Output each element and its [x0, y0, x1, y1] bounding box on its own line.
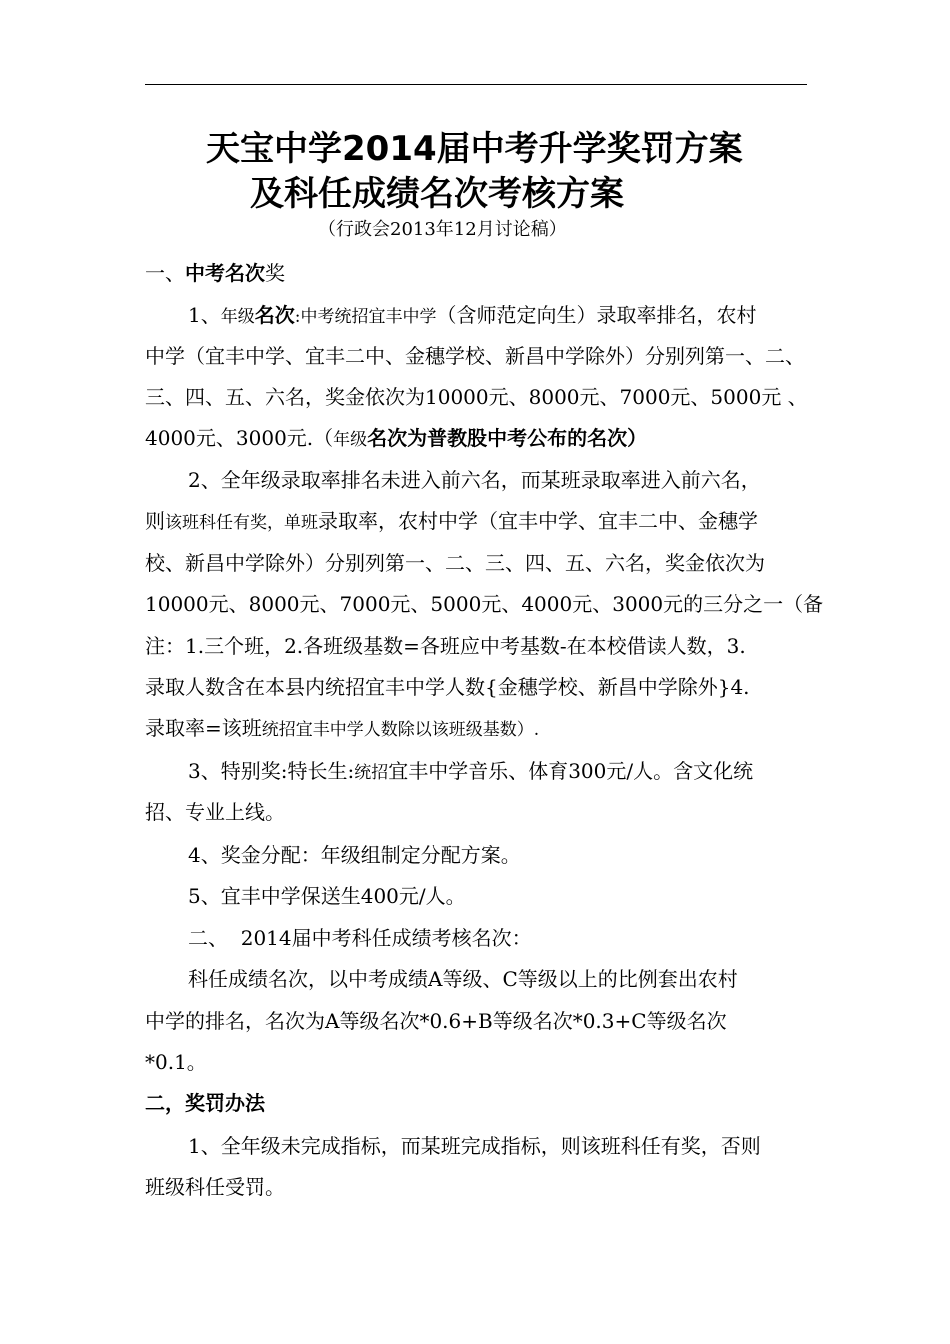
item1-number: 1、: [188, 303, 221, 327]
section3-heading: 二，奖罚办法: [145, 1091, 265, 1115]
item4-line1: 4、奖金分配：年级组制定分配方案。: [188, 843, 521, 867]
item3-line1: [188, 756, 753, 788]
item3-label: 3、特别奖:特长生:: [188, 759, 355, 783]
item1-line3: 三、四、五、六名，奖金依次为10000元、8000元、7000元、5000元 、: [145, 385, 808, 409]
item1-line2: 中学（宜丰中学、宜丰二中、金穗学校、新昌中学除外）分别列第一、二、: [145, 344, 805, 368]
section2-line1: 科任成绩名次，以中考成绩A等级、C等级以上的比例套出农村: [188, 967, 738, 991]
item1-grade2: 年级: [333, 430, 368, 450]
item2-line3: 校、新昌中学除外）分别列第一、二、三、四、五、六名，奖金依次为: [145, 551, 765, 575]
document-title-line2: 及科任成绩名次考核方案: [250, 174, 624, 214]
header-rule: [145, 84, 807, 85]
section1-heading: [145, 258, 285, 288]
item1-rank-label: 名次: [254, 303, 295, 327]
item1-rest: （含师范定向生）录取率排名，农村: [436, 303, 757, 327]
item5-line1: 5、宜丰中学保送生400元/人。: [188, 884, 466, 908]
item2-line5: 注：1.三个班，2.各班级基数=各班应中考基数-在本校借读人数，3.: [145, 634, 746, 658]
item3-rest: 宜丰中学音乐、体育300元/人。含文化统: [388, 759, 754, 783]
item1-grade: 年级: [220, 307, 255, 327]
document-subtitle: （行政会2013年12月讨论稿）: [318, 219, 567, 240]
section3-line1: 1、全年级未完成指标，而某班完成指标，则该班科任有奖，否则: [188, 1134, 761, 1158]
item2-then: 则: [145, 509, 165, 533]
section3-line2: 班级科任受罚。: [145, 1175, 285, 1199]
item2-rest: 录取率，农村中学（宜丰中学、宜丰二中、金穗学: [318, 509, 758, 533]
item3-line2: 招、专业上线。: [145, 800, 285, 824]
section1-heading-suffix: 奖: [265, 261, 285, 285]
item3-enroll: 统招: [354, 763, 389, 783]
item2-class-award: 该班科任有奖，单班: [165, 513, 318, 533]
item1-line1: [188, 300, 756, 332]
document-title-line1: 天宝中学2014届中考升学奖罚方案: [206, 129, 743, 169]
item2-line2: [145, 506, 758, 538]
item1-amounts: 4000元、3000元.（: [145, 426, 334, 450]
item1-note: 名次为普教股中考公布的名次）: [367, 426, 648, 450]
section2-heading: 二、 2014届中考科任成绩考核名次：: [188, 926, 532, 950]
item1-enroll: 中考统招宜丰中学: [300, 307, 437, 327]
item2-line7: [145, 713, 539, 745]
item2-line1: 2、全年级录取率排名未进入前六名，而某班录取率进入前六名，: [188, 468, 761, 492]
item2-line4: 10000元、8000元、7000元、5000元、4000元、3000元的三分之一（备: [145, 592, 824, 616]
item2-rate: 录取率=该班: [145, 716, 262, 740]
section2-line2: 中学的排名，名次为A等级名次*0.6+B等级名次*0.3+C等级名次: [145, 1009, 727, 1033]
item2-line6: 录取人数含在本县内统招宜丰中学人数{金穗学校、新昌中学除外}4.: [145, 675, 750, 699]
section2-line3: *0.1。: [145, 1050, 207, 1074]
item2-rate-def: 统招宜丰中学人数除以该班级基数）.: [261, 720, 540, 740]
section1-heading-prefix: 一、: [145, 261, 185, 285]
item1-line4: [145, 423, 647, 455]
item1-colon: :: [294, 307, 301, 327]
section1-heading-bold: 中考名次: [185, 261, 265, 285]
